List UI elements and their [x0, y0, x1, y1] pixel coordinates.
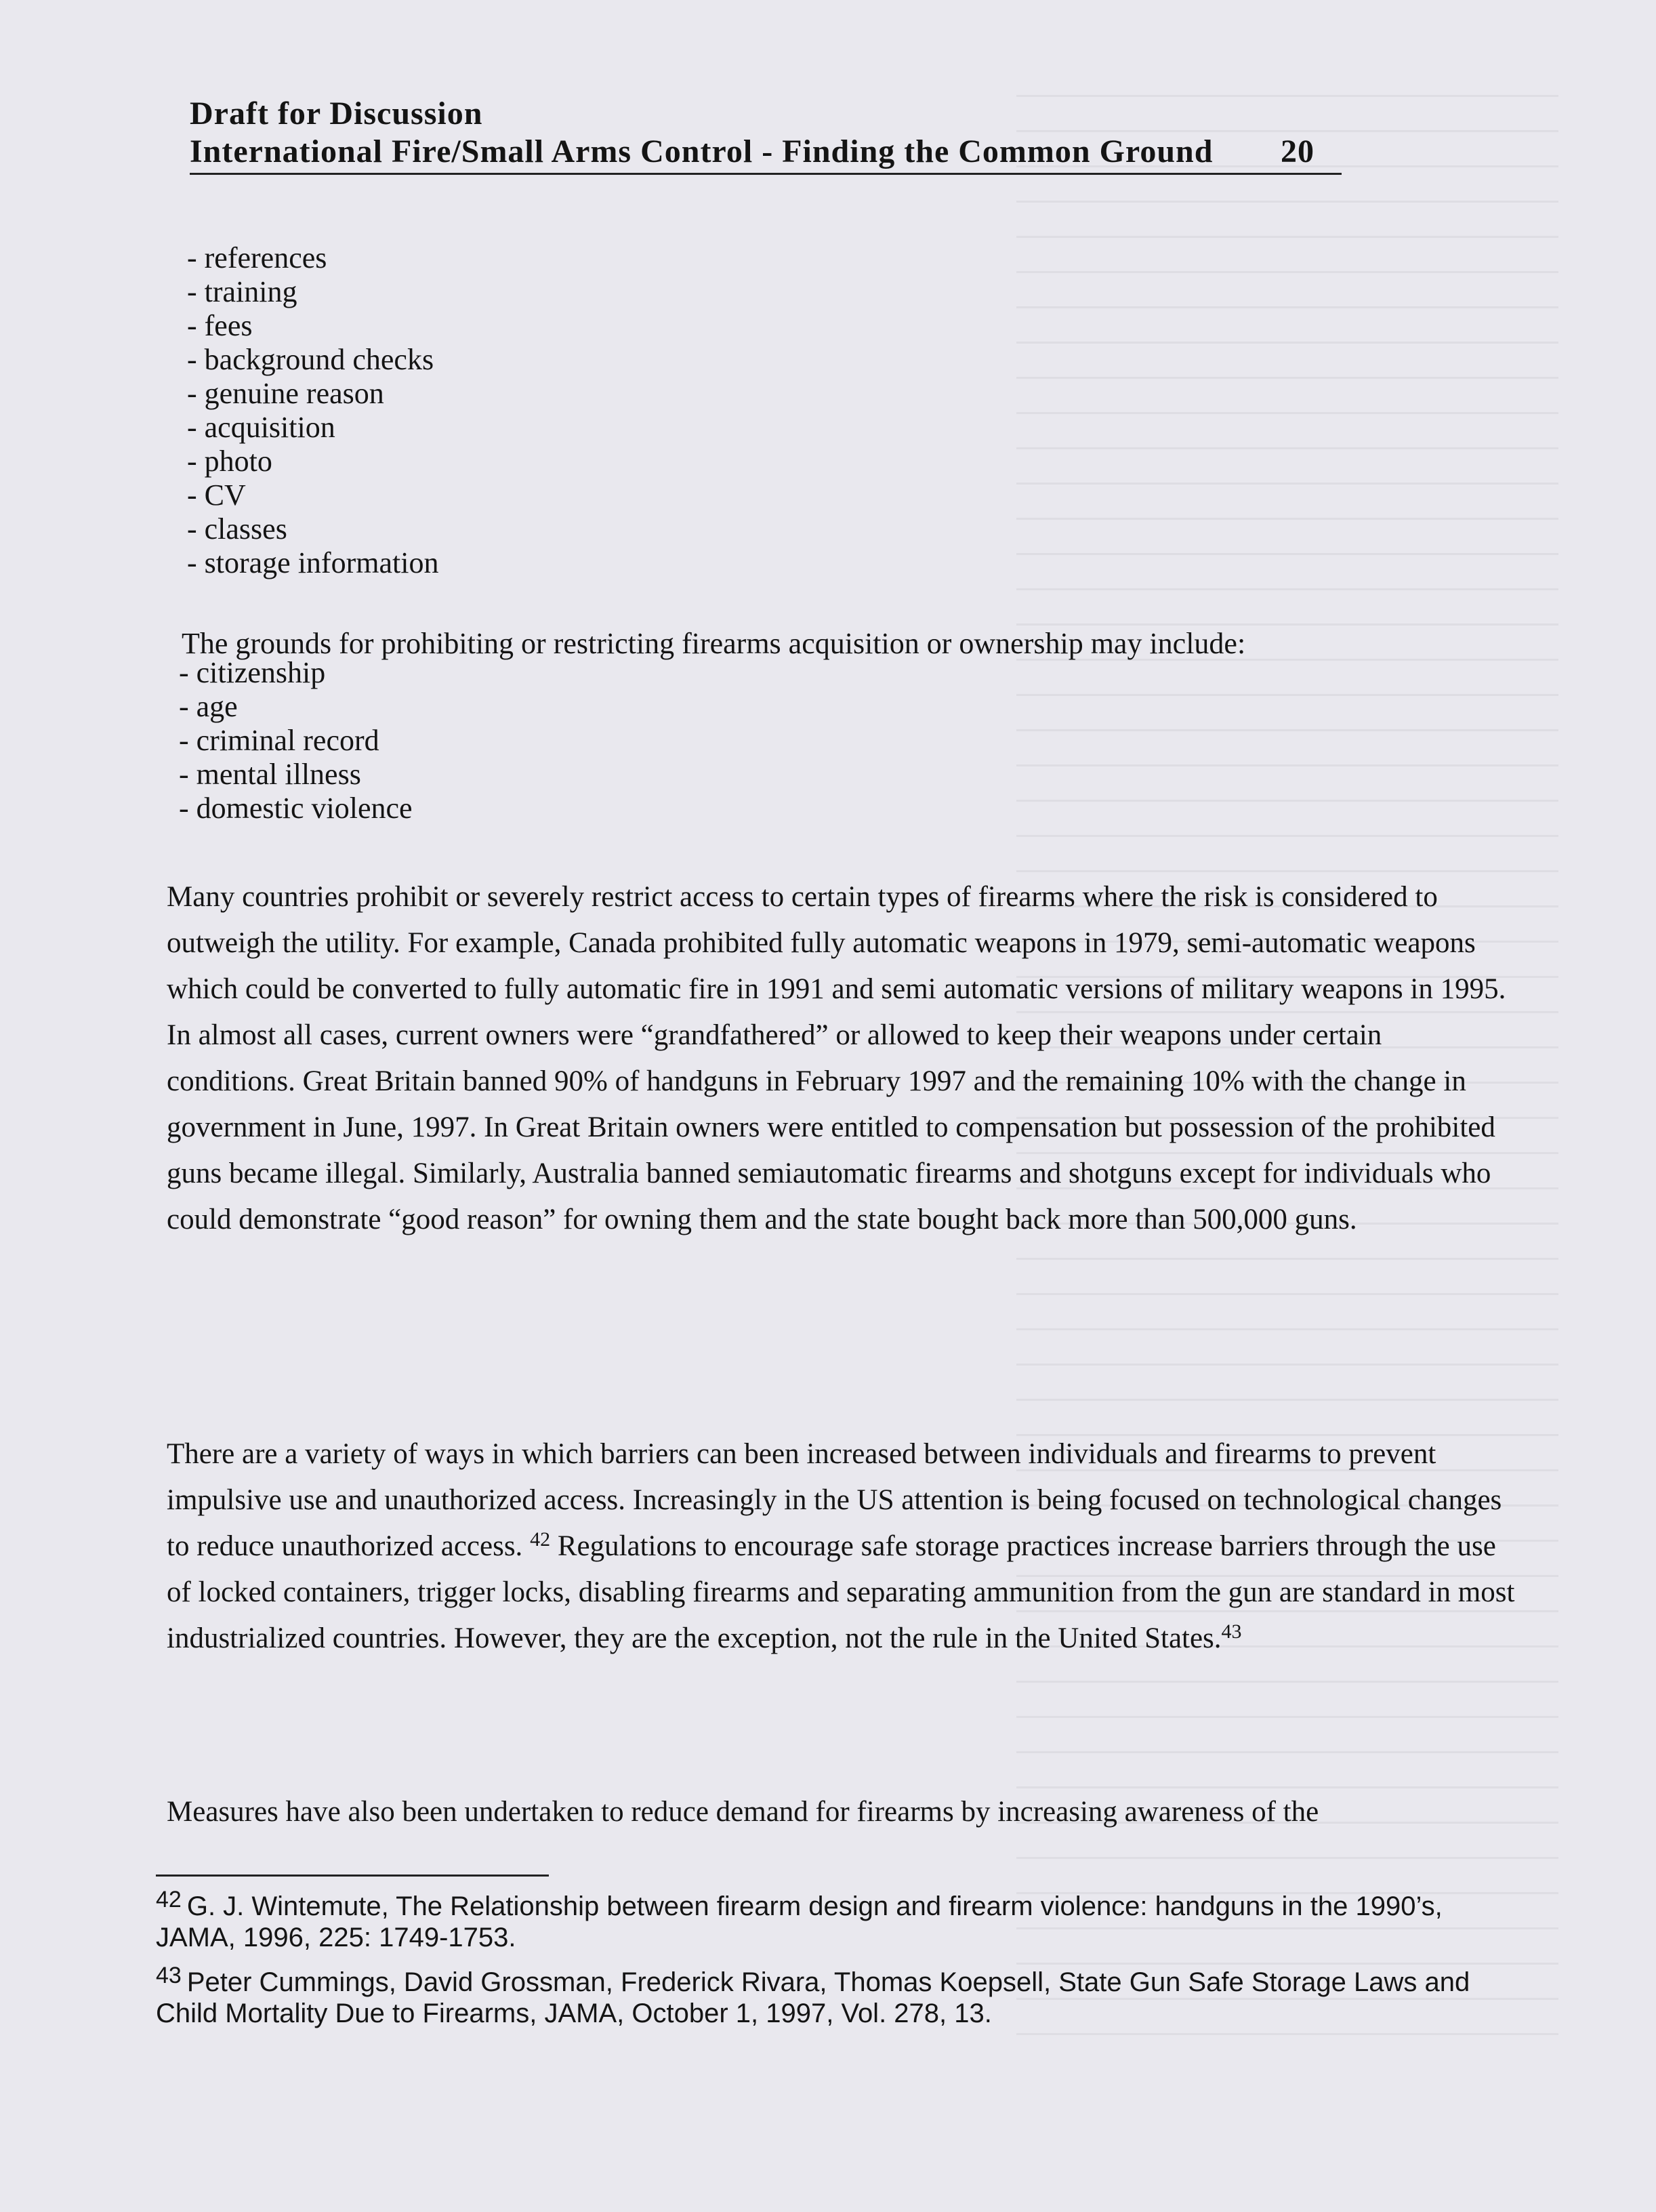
requirements-list: [187, 241, 438, 580]
paragraph-barriers-text-2: Regulations to encourage safe storage practices increase barriers through the use of locked containers, trigger locks, disabling firearms and separating ammunition from the gun are standard in most industrialized countries. However, they are the exception, not the rule in the United States.: [167, 1530, 1515, 1654]
list-item: - domestic violence: [179, 792, 413, 825]
list-item: - training: [187, 275, 297, 308]
paragraph-barriers-text-1: There are a variety of ways in which barriers can been increased between individuals and firearms to prevent impulsive use and unauthorized access. Increasingly in the US attention is being focused on technological changes to reduce unauthorized access.: [167, 1438, 1502, 1562]
list-item: - background checks: [187, 343, 434, 376]
list-item: - criminal record: [179, 724, 379, 757]
paragraph-barriers: [167, 1431, 1515, 1662]
grounds-intro: The grounds for prohibiting or restricting firearms acquisition or ownership may include:: [182, 627, 1246, 660]
list-item: - storage information: [187, 546, 439, 579]
list-item: - fees: [187, 309, 253, 342]
list-item: - references: [187, 241, 327, 274]
document-title: International Fire/Small Arms Control - Finding the Common Ground: [190, 134, 1214, 169]
footnote-text: G. J. Wintemute, The Relationship between firearm design and firearm violence: handguns in the 1990’s, JAMA, 1996, 225: 1749-1753.: [156, 1891, 1443, 1952]
footnote-ref-43[interactable]: 43: [1221, 1620, 1242, 1643]
list-item: - age: [179, 690, 238, 723]
list-item: - classes: [187, 512, 287, 546]
footnote-text: Peter Cummings, David Grossman, Frederick Rivara, Thomas Koepsell, State Gun Safe Storage Laws and Child Mortality Due to Firearms, JAMA, October 1, 1997, Vol. 278, 13.: [156, 1967, 1470, 2028]
footnote-ref-42[interactable]: 42: [530, 1528, 551, 1551]
list-item: - mental illness: [179, 758, 361, 791]
list-item: - CV: [187, 478, 246, 512]
draft-label: Draft for Discussion: [190, 96, 483, 131]
list-item: - citizenship: [179, 656, 326, 689]
list-item: - acquisition: [187, 411, 335, 444]
running-header: [190, 133, 1342, 175]
list-item: - genuine reason: [187, 377, 384, 410]
footnote-divider: [156, 1875, 549, 1877]
footnote-43: [156, 1963, 1511, 2029]
footnote-number: 42: [156, 1887, 182, 1912]
footnote-42: [156, 1887, 1511, 1953]
footnote-number: 43: [156, 1963, 182, 1988]
paragraph-demand: Measures have also been undertaken to reduce demand for firearms by increasing awareness of the: [167, 1796, 1319, 1828]
paragraph-prohibitions: Many countries prohibit or severely restrict access to certain types of firearms where the risk is considered to outweigh the utility. For example, Canada prohibited fully automatic weapons in 1979, semi-automatic weapons which could be converted to fully automatic fire in 1991 and semi automatic versions of military weapons in 1995. In almost all cases, current owners were “grandfathered” or allowed to keep their weapons under certain conditions. Great Britain banned 90% of handguns in February 1997 and the remaining 10% with the change in government in June, 1997. In Great Britain owners were entitled to compensation but possession of the prohibited guns became illegal. Similarly, Australia banned semiautomatic firearms and shotguns except for individuals who could demonstrate “good reason” for owning them and the state bought back more than 500,000 guns.: [167, 881, 1506, 1235]
grounds-list: [179, 656, 413, 825]
page-number: 20: [1281, 134, 1315, 169]
list-item: - photo: [187, 445, 272, 478]
